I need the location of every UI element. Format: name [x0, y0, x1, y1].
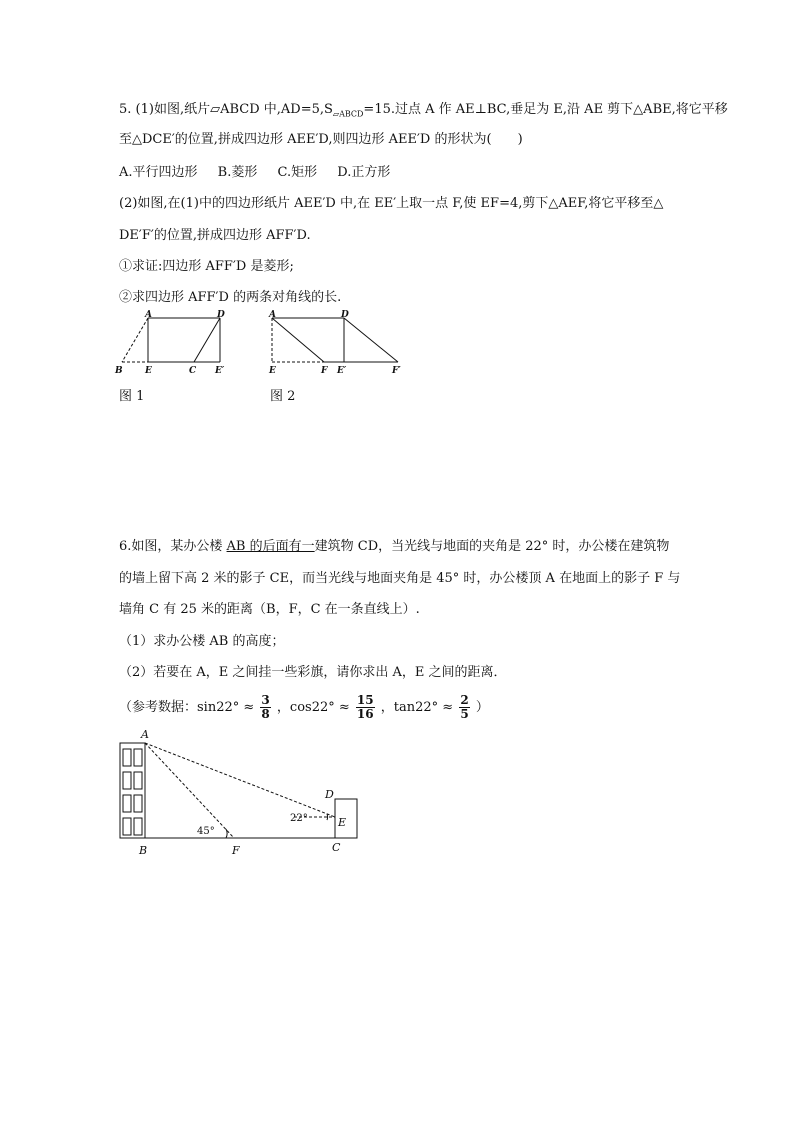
label-c: C — [332, 841, 341, 854]
q5-line3: (2)如图,在(1)中的四边形纸片 AEE′D 中,在 EE′上取一点 F,使 EF=4,剪下△AEF,将它平移至△ — [119, 196, 664, 211]
building-window — [123, 749, 131, 766]
fig2-line-df2 — [344, 318, 398, 362]
cos22-fraction: $\frac{15}{16}$ — [356, 693, 374, 721]
label-f: F — [232, 844, 240, 857]
q5-line4: DE′F′的位置,拼成四边形 AFF′D. — [119, 228, 311, 243]
q5-option-b: B.菱形 — [217, 165, 258, 180]
building-window — [134, 772, 142, 789]
ray-a-to-e — [145, 743, 335, 817]
q6-line2: 的墙上留下高 2 米的影子 CE，而当光线与地面夹角是 45° 时，办公楼顶 A 在地面上的影子 F 与 — [119, 571, 681, 586]
fig1-label-b: B — [115, 366, 123, 376]
q5-line1: 5. (1)如图,纸片▱ABCD 中$,AD=5,S_{▱ABCD}=15$.过点 A 作 AE⊥BC,垂足为 E,沿 AE 剪下△ABE,将它平移 — [119, 102, 728, 119]
q5-options — [119, 164, 390, 182]
angle-45-arc — [226, 829, 227, 838]
building-window — [134, 818, 142, 835]
building-window — [123, 772, 131, 789]
q6-figure — [108, 724, 370, 860]
ray-a-to-f — [145, 743, 234, 838]
q5-sub2: ②求四边形 AFF′D 的两条对角线的长. — [119, 290, 342, 305]
q5-figure-1 — [112, 308, 242, 378]
label-a: A — [141, 728, 149, 741]
q6-line3: 墙角 C 有 25 米的距离（B，F，C 在一条直线上）. — [119, 602, 420, 617]
fig2-label-d: D — [341, 310, 349, 320]
fig1-caption: 图 1 — [119, 389, 145, 404]
fig2-caption: 图 2 — [270, 389, 296, 404]
fig1-label-c: C — [189, 366, 197, 376]
fig1-label-d: D — [217, 310, 225, 320]
angle-22-label: 22° — [290, 813, 308, 824]
fig2-label-f: F — [321, 366, 328, 376]
fig2-line-af — [272, 318, 324, 362]
fig1-label-e-prime: E′ — [215, 366, 225, 376]
sin22-fraction: $\frac{3}{8}$ — [261, 693, 270, 721]
fig2-label-e-prime: E′ — [337, 366, 347, 376]
q5-sub1: ①求证:四边形 AFF′D 是菱形; — [119, 259, 294, 274]
angle-45-label: 45° — [197, 826, 215, 837]
building-window — [123, 795, 131, 812]
building-window — [134, 795, 142, 812]
fig1-line-ab-dashed — [122, 318, 148, 362]
label-d: D — [325, 788, 334, 801]
fig1-label-a: A — [145, 310, 152, 320]
building-window — [123, 818, 131, 835]
q5-line2: 至△DCE′的位置,拼成四边形 AEE′D,则四边形 AEE′D 的形状为( ) — [119, 132, 523, 147]
q6-sub2: （2）若要在 A，E 之间挂一些彩旗，请你求出 A，E 之间的距离． — [119, 665, 507, 680]
q5-option-d: D.正方形 — [337, 165, 391, 180]
q6-line1: 6.如图，某办公楼 AB 的后面有一建筑物 CD，当光线与地面的夹角是 22° 时，办公楼在建筑物 — [119, 539, 670, 554]
angle-22-arc — [327, 814, 328, 820]
fig2-label-f-prime: F′ — [392, 366, 401, 376]
fig2-label-a: A — [269, 310, 276, 320]
label-e: E — [338, 816, 347, 829]
fig1-label-e: E — [145, 366, 152, 376]
q5-figure-2 — [262, 308, 412, 378]
label-b: B — [139, 844, 148, 857]
q5-option-c: C.矩形 — [277, 165, 318, 180]
q6-sub1: （1）求办公楼 AB 的高度； — [119, 634, 285, 649]
q6-reference-data: （参考数据：sin22° ≈ $\frac{3}{8}$ ，cos22° ≈ $\frac{15}{16}$ ，tan22° ≈ $\frac{2}{5}$ ） — [119, 693, 489, 721]
fig1-line-dc — [194, 318, 220, 362]
q5-option-a: A.平行四边形 — [119, 165, 198, 180]
building-window — [134, 749, 142, 766]
fig2-label-e: E — [269, 366, 276, 376]
office-building-ab — [120, 743, 145, 838]
tan22-fraction: $\frac{2}{5}$ — [460, 693, 469, 721]
